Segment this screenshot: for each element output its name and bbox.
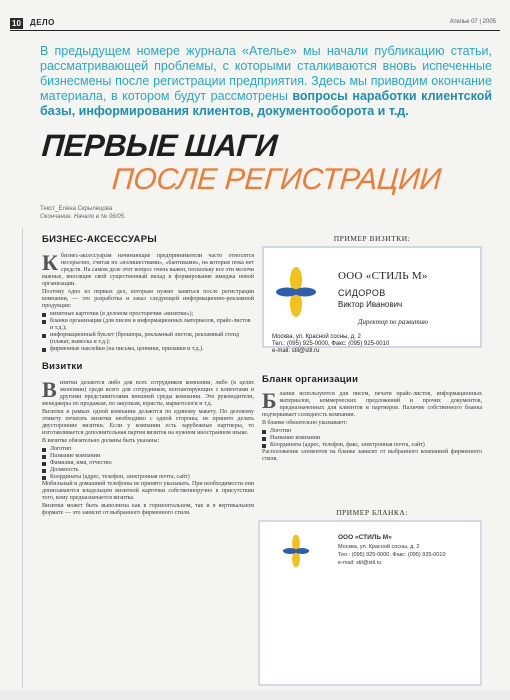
paragraph: В визитке обязательно должны быть указаны:	[42, 438, 160, 444]
list-item: фирменные наклейки (на письма, ценники, прилавки и т.д.).	[42, 346, 254, 353]
card-contacts	[272, 334, 389, 355]
paragraph-text: бизнес-аксессуарам начинающие предприниматели часто относятся несерьезно, считая их «излишествами», «бантиками», на которые пока нет средств. На самом деле этот вопрос очень важен, поскольку все эти мелочи важные, вносящие свой существенный вклад в формирование имиджа новой организации.	[42, 253, 254, 287]
list-item: Фамилия, имя, отчество	[42, 460, 254, 467]
paragraph-text: изитки делаются либо для всех сотрудников компании, либо (в целях экономии) среди всего для сотрудников, контактирующих с клиентами и другими представителями внешней среды компании. Это руководители, менеджеры по продажам, по закупкам, юристы, маркетологи и т.д.	[42, 380, 254, 407]
byline	[40, 205, 280, 221]
page-bottom-edge	[0, 690, 510, 700]
paragraph-text: ланки используются для писем, печати прайс-листов, информационных материалов, коммерческих предложений и прочих документов, предназначенных для клиентов и партнеров. Наличие собственного бланка подчеркивает солидность компании.	[262, 391, 482, 418]
letterhead-phone: Тел.: (095) 925-0000, Факс: (095) 925-0010	[338, 552, 446, 558]
right-column	[262, 234, 482, 566]
letterhead-email: e-mail: stil@stil.ru	[338, 560, 382, 566]
margin-rule	[22, 228, 23, 688]
page-number: 10	[12, 19, 21, 28]
paragraph: Расположение элементов на бланке зависит от выбранного компанией фирменного стиля.	[262, 449, 482, 462]
card-email: e-mail: stil@stil.ru	[272, 348, 320, 354]
section-title-business-cards: Визитки	[42, 361, 83, 372]
continuation-note: Окончание. Начало в № 06/05.	[40, 214, 126, 220]
page-header	[10, 18, 500, 34]
section-title-accessories: БИЗНЕС-АКСЕССУАРЫ	[42, 234, 157, 245]
list-item: Координаты (адрес, телефон, факс, электронная почта, сайт)	[262, 442, 482, 449]
intro-paragraph	[40, 44, 492, 119]
card-caption: ПРИМЕР ВИЗИТКИ:	[333, 234, 411, 243]
list-item: Логотип	[262, 428, 482, 435]
card-position: Директор по развитию	[358, 318, 429, 326]
letterhead-caption: ПРИМЕР БЛАНКА:	[336, 508, 408, 517]
paragraph: Визитки может быть выполнена как в горизонтальном, так и в вертикальном формате — это зависит от выбранного фирменного стиля.	[42, 503, 254, 516]
card-given-name: Виктор Иванович	[338, 300, 403, 309]
paragraph	[42, 377, 254, 408]
letterhead-section	[262, 374, 482, 464]
left-column	[42, 234, 254, 518]
company-logo-icon	[276, 266, 316, 318]
list-item: бланки организации (для писем и информационных материалов, прайс-листов и т.д.);	[42, 318, 254, 332]
card-company-name: ООО «СТИЛЬ М»	[338, 270, 428, 282]
paragraph: Мобильный и домашний телефоны не принято указывать. При необходимости они дописываются владельцем визитной карточки собственноручно в присутствии того, кому предназначается визитка.	[42, 481, 254, 501]
header-divider	[10, 30, 500, 31]
magazine-issue: Ателье 07 | 2005	[449, 19, 496, 25]
card-surname: СИДОРОВ	[338, 288, 386, 298]
paragraph: Визитки в рамках одной компании делаются по единому макету. По деловому этикету печатать визитки необходимо с одной стороны, не принято делать двусторонние визитки. Если у компании есть зарубежные партнеры, то изготавливается дополнительная партия визиток на нужном иностранном языке.	[42, 409, 254, 436]
list-item: визитные карточки (в деловом просторечии «визитки»);	[42, 311, 254, 318]
letterhead-address: Москва, ул. Красной сосны, д. 2	[338, 544, 420, 550]
article-subtitle: ПОСЛЕ РЕГИСТРАЦИИ	[110, 163, 442, 196]
list-item: Название компании	[262, 435, 482, 442]
letterhead-example	[258, 520, 482, 686]
letterhead-company-name: ООО «СТИЛЬ М»	[338, 534, 392, 541]
intro-bold-text: вопросы наработки клиентской базы, информирования клиентов, документооборота и т.д.	[40, 89, 493, 118]
section-name: ДЕЛО	[30, 18, 55, 27]
paragraph: Поэтому одно из первых дел, которым нужно заняться после регистрации компании, — это разработка и заказ следующей информационно-рекламной продукции:	[42, 289, 254, 309]
article-title: ПЕРВЫЕ ШАГИ	[40, 128, 279, 163]
company-logo-icon	[282, 534, 310, 568]
section-title-letterhead: Бланк организации	[262, 374, 359, 385]
intro-text: В предыдущем номере журнала «Ателье» мы начали публикацию статьи, рассматривающей проблемы, с которыми сталкиваются вновь испеченные бизнесмены после регистрации предприятия. Здесь мы приводим окончание материала, в котором будут рассмотрены	[40, 44, 492, 103]
list-item: Логотип	[42, 446, 254, 453]
paragraph	[262, 388, 482, 419]
list-item: Название компании	[42, 453, 254, 460]
list-item: Координаты (адрес, телефон, электронная почта, сайт)	[42, 474, 254, 481]
author-line: Текст_Елена Скрылецова	[40, 206, 113, 212]
paragraph	[42, 250, 254, 288]
card-phone: Тел.: (095) 925-0000, Факс: (095) 925-0010	[272, 341, 390, 347]
drop-cap: К	[42, 250, 58, 275]
business-card-example	[262, 246, 482, 354]
drop-cap: В	[42, 377, 57, 402]
list-item: Должность	[42, 467, 254, 474]
drop-cap: Б	[262, 388, 277, 413]
list-item: информационный буклет (брошюра, рекламный листок, рекламный стенд (плакат, вывеска и т.д.);	[42, 332, 254, 346]
paragraph: В бланке обязательно указывают:	[262, 420, 348, 426]
card-address: Москва, ул. Красной сосны, д. 2	[272, 334, 361, 340]
